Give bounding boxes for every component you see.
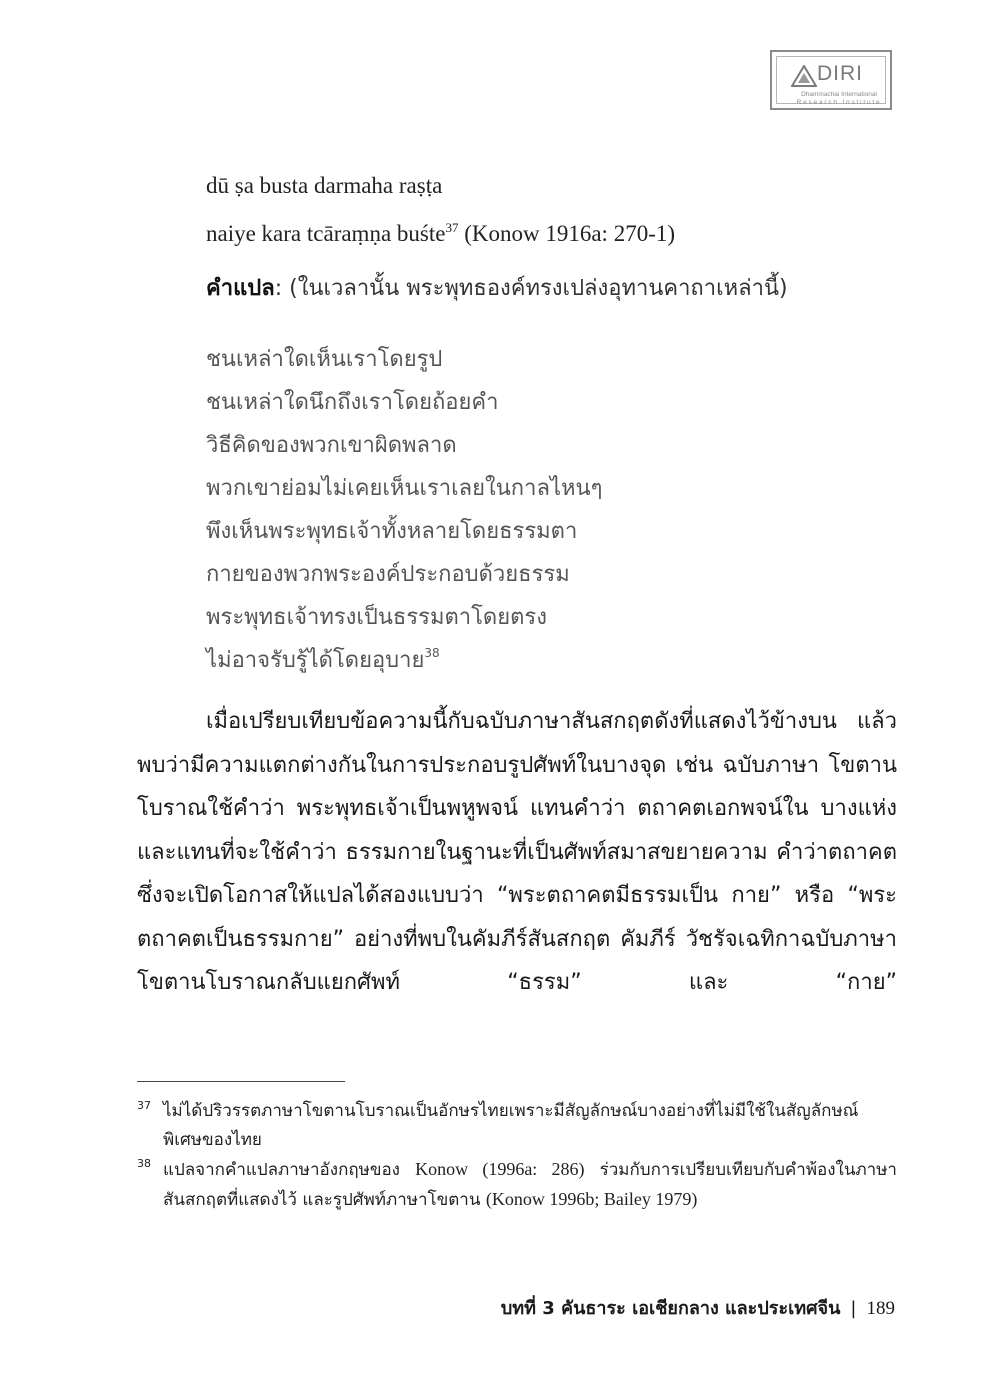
verse-line-text: ไม่อาจรับรู้ได้โดยอุบาย	[206, 648, 425, 673]
verse-line-last	[206, 639, 602, 682]
triangle-emblem-icon	[791, 65, 817, 87]
translation-label: คำแปล	[206, 276, 275, 301]
footnote-ref-b: (Konow 1996b; Bailey 1979)	[485, 1189, 698, 1209]
khotanese-line-1: dū ṣa busta darmaha raṣṭa	[206, 173, 443, 198]
footnote-divider	[137, 1081, 345, 1082]
translation-heading	[206, 278, 788, 300]
logo-name: DIRI	[817, 62, 863, 85]
logo-subtitle-line2: Research Institute	[796, 99, 882, 107]
footnote-37	[137, 1097, 897, 1155]
footnote-text-b: ร่วมกับการเปรียบเทียบกับคำพ้องในภาษาสันสกฤตที่แสดงไว้ และรูปศัพท์ภาษาโขตาน	[163, 1160, 897, 1210]
logo-subtitle	[791, 91, 887, 107]
footnote-marker-37: 37	[445, 220, 459, 235]
logo-frame	[776, 56, 886, 107]
verse-line: ชนเหล่าใดนึกถึงเราโดยถ้อยคำ	[206, 390, 499, 415]
diri-logo	[770, 50, 892, 110]
khotanese-line-2-text: naiye kara tcāraṃṇa buśte	[206, 221, 446, 246]
logo-subtitle-line1: Dhammachai International	[801, 91, 877, 98]
verse-block	[206, 338, 602, 682]
verse-line: วิธีคิดของพวกเขาผิดพลาด	[206, 433, 457, 458]
verse-line: กายของพวกพระองค์ประกอบด้วยธรรม	[206, 562, 570, 587]
verse-line: ชนเหล่าใดเห็นเราโดยรูป	[206, 347, 443, 372]
footnote-38	[137, 1155, 897, 1215]
verse-line: พวกเขาย่อมไม่เคยเห็นเราเลยในกาลไหนๆ	[206, 476, 603, 501]
body-paragraph: เมื่อเปรียบเทียบข้อความนี้กับฉบับภาษาสันสกฤตดังที่แสดงไว้ข้างบน แล้ว พบว่ามีความแตกต่างกันในการประกอบรูปศัพท์ในบางจุด เช่น ฉบับภาษา โขตานโบราณใช้คำว่า พระพุทธเจ้าเป็นพหูพจน์ แทนคำว่า ตถาคตเอกพจน์ใน บางแห่ง และแทนที่จะใช้คำว่า ธรรมกายในฐานะที่เป็นศัพท์สมาสขยายความ คำว่าตถาคตซึ่งจะเปิดโอกาสให้แปลได้สองแบบว่า “พระตถาคตมีธรรมเป็น กาย” หรือ “พระตถาคตเป็นธรรมกาย” อย่างที่พบในคัมภีร์สันสกฤต คัมภีร์ วัชรัจเฉทิกาฉบับภาษาโขตานโบราณกลับแยกศัพท์ “ธรรม” และ “กาย”	[137, 709, 897, 995]
verse-line: พึงเห็นพระพุทธเจ้าทั้งหลายโดยธรรมตา	[206, 519, 578, 544]
footnote-marker-38: 38	[424, 646, 440, 660]
footnote-text: ไม่ได้ปริวรรตภาษาโขตานโบราณเป็นอักษรไทยเพราะมีสัญลักษณ์บางอย่างที่ไม่มีใช้ในสัญลักษณ์พิเศษของไทย	[163, 1101, 859, 1150]
page-footer	[501, 1293, 895, 1322]
citation: (Konow 1916a: 270-1)	[458, 221, 676, 246]
page-number: 189	[866, 1298, 895, 1319]
verse-line: พระพุทธเจ้าทรงเป็นธรรมตาโดยตรง	[206, 605, 547, 630]
footer-separator: |	[850, 1298, 857, 1319]
footnote-number: 37	[137, 1099, 151, 1112]
footnote-text-a: แปลจากคำแปลภาษาอังกฤษของ	[163, 1160, 416, 1180]
translation-text: : (ในเวลานั้น พระพุทธองค์ทรงเปล่งอุทานคาถาเหล่านี้)	[274, 276, 788, 301]
khotanese-line-2	[206, 222, 675, 245]
chapter-title: บทที่ 3 คันธาระ เอเชียกลาง และประเทศจีน	[500, 1298, 841, 1319]
footnote-number: 38	[137, 1157, 151, 1170]
footnote-ref-a: Konow (1996a: 286)	[415, 1159, 585, 1179]
